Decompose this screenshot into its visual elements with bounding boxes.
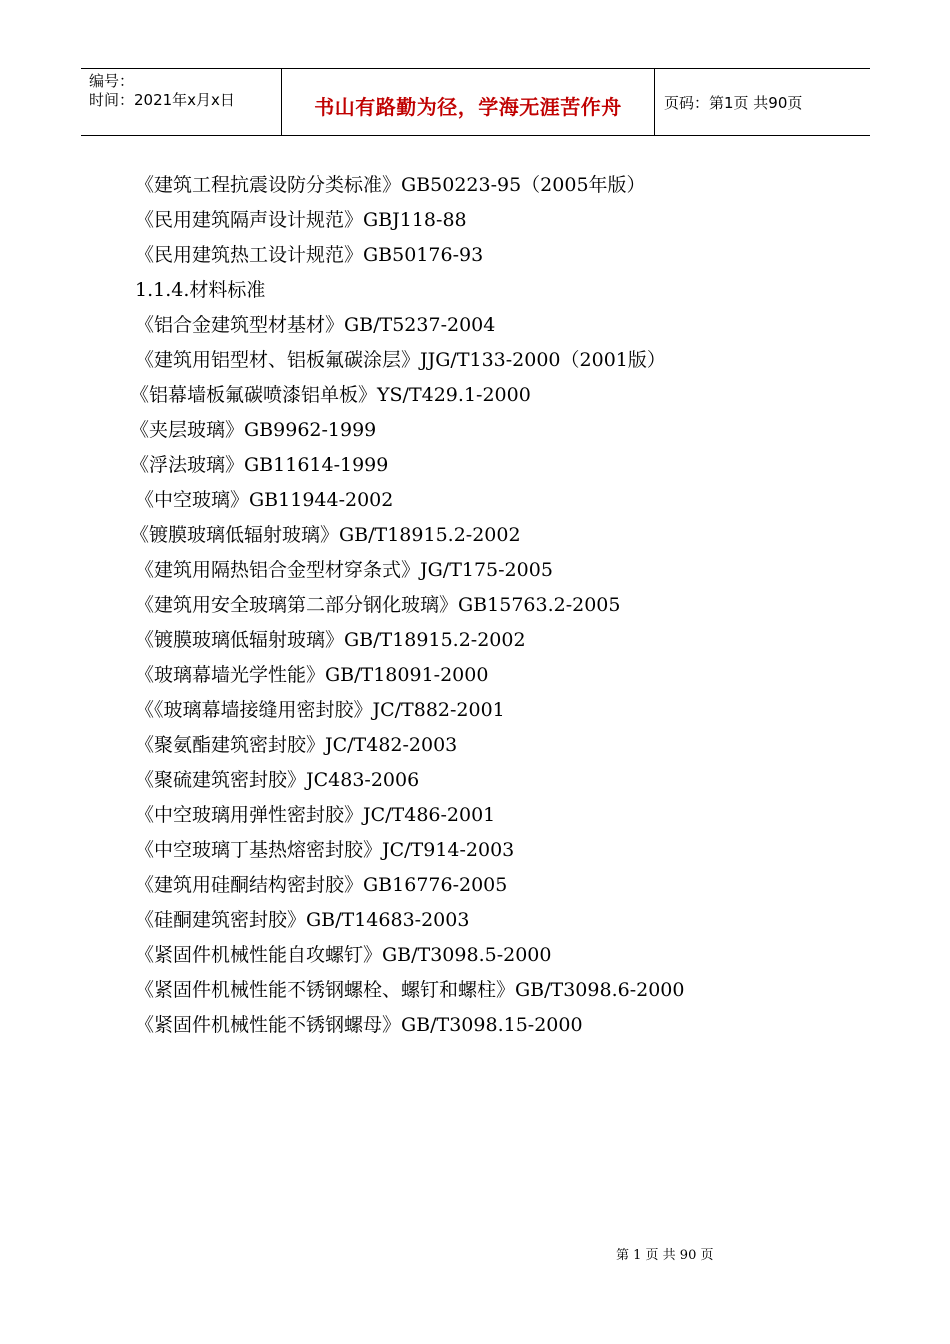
standard-line: 《铝幕墙板氟碳喷漆铝单板》YS/T429.1-2000 — [130, 384, 531, 406]
standard-line: 《紧固件机械性能自攻螺钉》GB/T3098.5-2000 — [135, 944, 552, 966]
standard-line: 《硅酮建筑密封胶》GB/T14683-2003 — [135, 909, 470, 931]
standard-line: 《《玻璃幕墙接缝用密封胶》JC/T882-2001 — [135, 699, 505, 721]
standard-line: 《紧固件机械性能不锈钢螺栓、螺钉和螺柱》GB/T3098.6-2000 — [135, 979, 685, 1001]
standard-line: 《聚氨酯建筑密封胶》JC/T482-2003 — [135, 734, 458, 756]
time-label: 时间：2021年x月x日 — [89, 91, 235, 109]
standard-line: 《建筑用安全玻璃第二部分钢化玻璃》GB15763.2-2005 — [135, 594, 621, 616]
header-meta — [81, 69, 282, 135]
standard-line: 《铝合金建筑型材基材》GB/T5237-2004 — [135, 314, 496, 336]
standard-line: 《民用建筑热工设计规范》GB50176-93 — [135, 244, 484, 266]
standard-line: 《中空玻璃丁基热熔密封胶》JC/T914-2003 — [135, 839, 515, 861]
section-heading: 1.1.4.材料标准 — [135, 279, 266, 301]
header-page-cell — [655, 69, 870, 135]
standard-line: 《紧固件机械性能不锈钢螺母》GB/T3098.15-2000 — [135, 1014, 583, 1036]
page-header — [81, 68, 870, 136]
standard-line: 《镀膜玻璃低辐射玻璃》GB/T18915.2-2002 — [135, 629, 526, 651]
standard-line: 《建筑工程抗震设防分类标准》GB50223-95（2005年版） — [135, 174, 646, 196]
standard-line: 《建筑用硅酮结构密封胶》GB16776-2005 — [135, 874, 508, 896]
standard-line: 《聚硫建筑密封胶》JC483-2006 — [135, 769, 420, 791]
standard-line: 《民用建筑隔声设计规范》GBJ118-88 — [135, 209, 467, 231]
motto-text: 书山有路勤为径，学海无涯苦作舟 — [314, 94, 622, 119]
page-info: 页码：第1页 共90页 — [664, 93, 803, 112]
standard-line: 《玻璃幕墙光学性能》GB/T18091-2000 — [135, 664, 489, 686]
standard-line: 《中空玻璃》GB11944-2002 — [135, 489, 394, 511]
standard-line: 《中空玻璃用弹性密封胶》JC/T486-2001 — [135, 804, 496, 826]
standard-line: 《建筑用隔热铝合金型材穿条式》JG/T175-2005 — [135, 559, 553, 581]
standard-line: 《建筑用铝型材、铝板氟碳涂层》JJG/T133-2000（2001版） — [135, 349, 666, 371]
header-motto-cell — [282, 69, 655, 135]
page-footer: 第 1 页 共 90 页 — [616, 1248, 714, 1263]
standard-line: 《夹层玻璃》GB9962-1999 — [130, 419, 377, 441]
standard-line: 《镀膜玻璃低辐射玻璃》GB/T18915.2-2002 — [130, 524, 521, 546]
number-label: 编号： — [89, 72, 135, 90]
standard-line: 《浮法玻璃》GB11614-1999 — [130, 454, 389, 476]
